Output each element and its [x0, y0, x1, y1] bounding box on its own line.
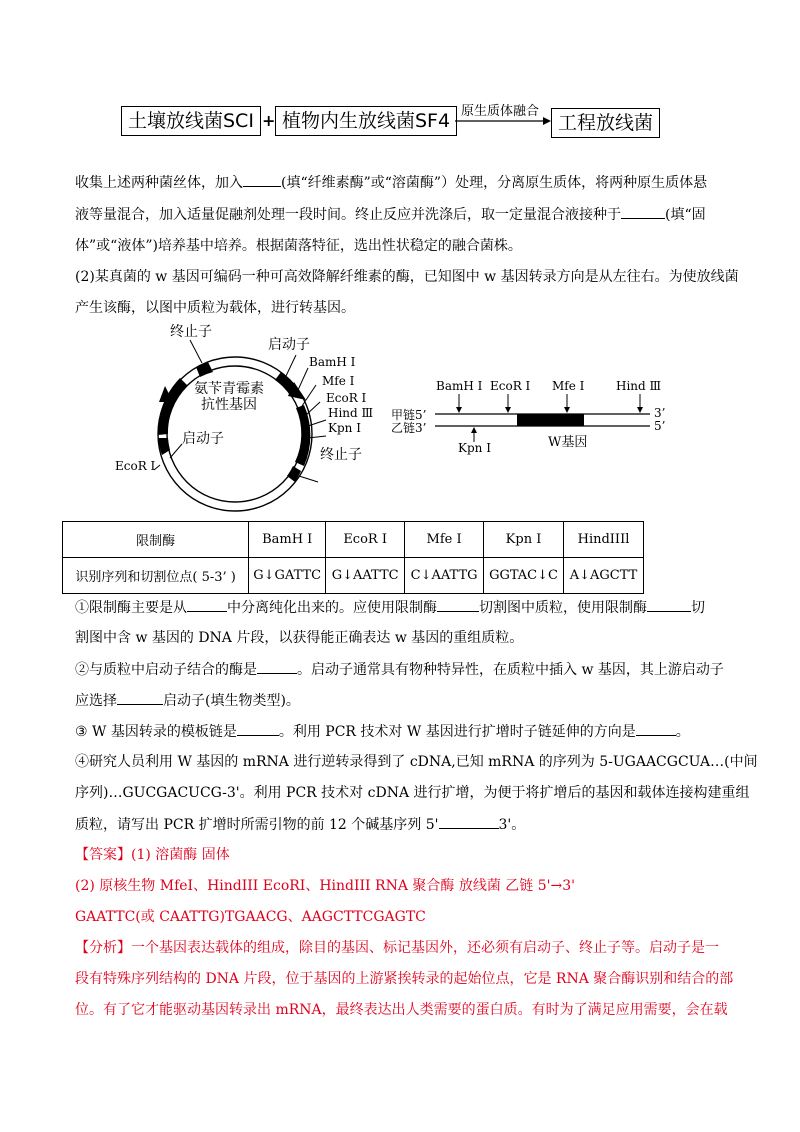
plasmid-mfei-label: Mfe I: [322, 374, 355, 388]
question-4-line-1: ④研究人员利用 W 基因的 mRNA 进行逆转录得到了 cDNA,已知 mRNA 的序列为 5-UGAACGCUA…(中间: [75, 754, 758, 770]
answer-line-1: 【答案】(1) 溶菌酶 固体: [75, 847, 230, 863]
table-header-row: [63, 522, 644, 558]
intro-line-3: 体”或“液体”)培养基中培养。根据菌落特征，选出性状稳定的融合菌株。: [75, 238, 522, 254]
table-cell: 识别序列和切割位点( 5-3’ ): [63, 558, 249, 594]
strand-b-end-label: 5’: [654, 419, 666, 433]
analysis-line-3: 位。有了它才能驱动基因转录出 mRNA，最终表达出人类需要的蛋白质。有时为了满足应用需要，会在载: [75, 1002, 728, 1018]
plasmid-terminator-bottom-label: 终止子: [320, 447, 362, 463]
plasmid-hindiii-label: Hind Ⅲ: [328, 406, 374, 420]
strand-a-label: 甲链5’: [391, 408, 427, 422]
question-1-line-2: 割图中含 w 基因的 DNA 片段，以获得能正确表达 w 基因的重组质粒。: [75, 630, 524, 646]
flow-plus-sign: +: [262, 111, 276, 130]
answer-line-2: (2) 原核生物 MfeI、HindIII EcoRI、HindIII RNA 聚合酶 放线菌 乙链 5'→3': [75, 878, 575, 894]
terminator-bottom-block: [287, 466, 301, 482]
table-header-cell: 限制酶: [63, 522, 249, 558]
question-3-line: ③ W 基因转录的模板链是 。利用 PCR 技术对 W 基因进行扩增时子链延伸的方向是 。: [75, 721, 730, 742]
plasmid-bamhi-label: BamH I: [309, 355, 356, 369]
wgene-label: W基因: [548, 435, 588, 450]
plasmid-diagram: [100, 320, 390, 520]
flow-arrow: [453, 114, 553, 128]
table-header-cell: HindIIIl: [564, 522, 644, 558]
answer-line-3: GAATTC(或 CAATTG)TGAACG、AAGCTTCGAGTC: [75, 909, 426, 925]
plasmid-kpni-label: Kpn I: [328, 421, 361, 435]
strand-a-end-label: 3’: [654, 406, 666, 420]
table-cell: GGTAC↓C: [484, 558, 564, 594]
plasmid-terminator-top-label: 终止子: [170, 324, 212, 340]
wgene-ecori-label: EcoR I: [490, 379, 531, 393]
question-4-line-3: 质粒，请写出 PCR 扩增时所需引物的前 12 个碱基序列 5' 3'。: [75, 814, 730, 835]
table-cell: G↓AATTC: [326, 558, 405, 594]
table-cell: A↓AGCTT: [564, 558, 644, 594]
intro-line-2: 液等量混合，加入适量促融剂处理一段时间。终止反应并洗涤后，取一定量混合液接种于 (填“固: [75, 204, 730, 225]
ampicillin-gene-block: [158, 378, 187, 435]
w-gene-block: [517, 414, 584, 426]
table-header-cell: Mfe I: [405, 522, 484, 558]
question-2-line-2: 应选择 启动子(填生物类型)。: [75, 690, 730, 711]
table-header-cell: EcoR I: [326, 522, 405, 558]
flow-arrow-label: 原生质体融合: [461, 104, 540, 119]
wgene-bamhi-label: BamH I: [436, 379, 483, 393]
plasmid-gene-label: 氨苄青霉素 抗性基因: [194, 381, 264, 413]
question-1-line-1: ①限制酶主要是从 中分离纯化出来的。应使用限制酶 切割图中质粒，使用限制酶 切: [75, 597, 730, 618]
table-cell: C↓AATTG: [405, 558, 484, 594]
plasmid-ecori-right-label: EcoR I: [326, 391, 367, 405]
intro-line-4: (2)某真菌的 w 基因可编码一种可高效降解纤维素的酶，已知图中 w 基因转录方向是从左往右。为使放线菌: [75, 269, 739, 285]
table-header-cell: Kpn I: [484, 522, 564, 558]
question-4-line-2: 序列)…GUCGACUCG-3'。利用 PCR 技术对 cDNA 进行扩增，为便于将扩增后的基因和载体连接构建重组: [75, 785, 750, 801]
terminator-top-block: [196, 362, 213, 377]
flow-box-endophytic-actinomycete: 植物内生放线菌SF4: [275, 106, 457, 136]
table-cell: G↓GATTC: [249, 558, 326, 594]
plasmid-promoter-top-label: 启动子: [268, 337, 310, 353]
flow-box-engineered-actinomycete: 工程放线菌: [551, 108, 660, 138]
intro-line-1: 收集上述两种菌丝体，加入 (填“纤维素酶”或“溶菌酶”）处理，分离原生质体，将两种原生质体悬: [75, 172, 730, 193]
flow-box-soil-actinomycete: 土壤放线菌SCI: [121, 106, 261, 136]
table-row: [63, 558, 644, 594]
restriction-enzyme-table: [62, 521, 644, 594]
plasmid-promoter-left-label: 启动子: [182, 431, 224, 447]
analysis-line-1: 【分析】一个基因表达载体的组成，除目的基因、标记基因外，还必须有启动子、终止子等。启动子是一: [75, 940, 719, 956]
intro-line-5: 产生该酶，以图中质粒为载体，进行转基因。: [75, 300, 355, 316]
wgene-mfei-label: Mfe I: [552, 379, 585, 393]
table-header-cell: BamH I: [249, 522, 326, 558]
question-2-line-1: ②与质粒中启动子结合的酶是 。启动子通常具有物种特异性，在质粒中插入 w 基因，其上游启动子: [75, 659, 730, 680]
wgene-hindiii-label: Hind Ⅲ: [616, 379, 662, 393]
analysis-line-2: 段有特殊序列结构的 DNA 片段，位于基因的上游紧挨转录的起始位点，它是 RNA 聚合酶识别和结合的部: [75, 971, 734, 987]
strand-b-label: 乙链3’: [391, 421, 427, 435]
wgene-kpni-label: Kpn I: [458, 441, 491, 455]
plasmid-ecori-left-label: EcoR I: [115, 459, 156, 473]
